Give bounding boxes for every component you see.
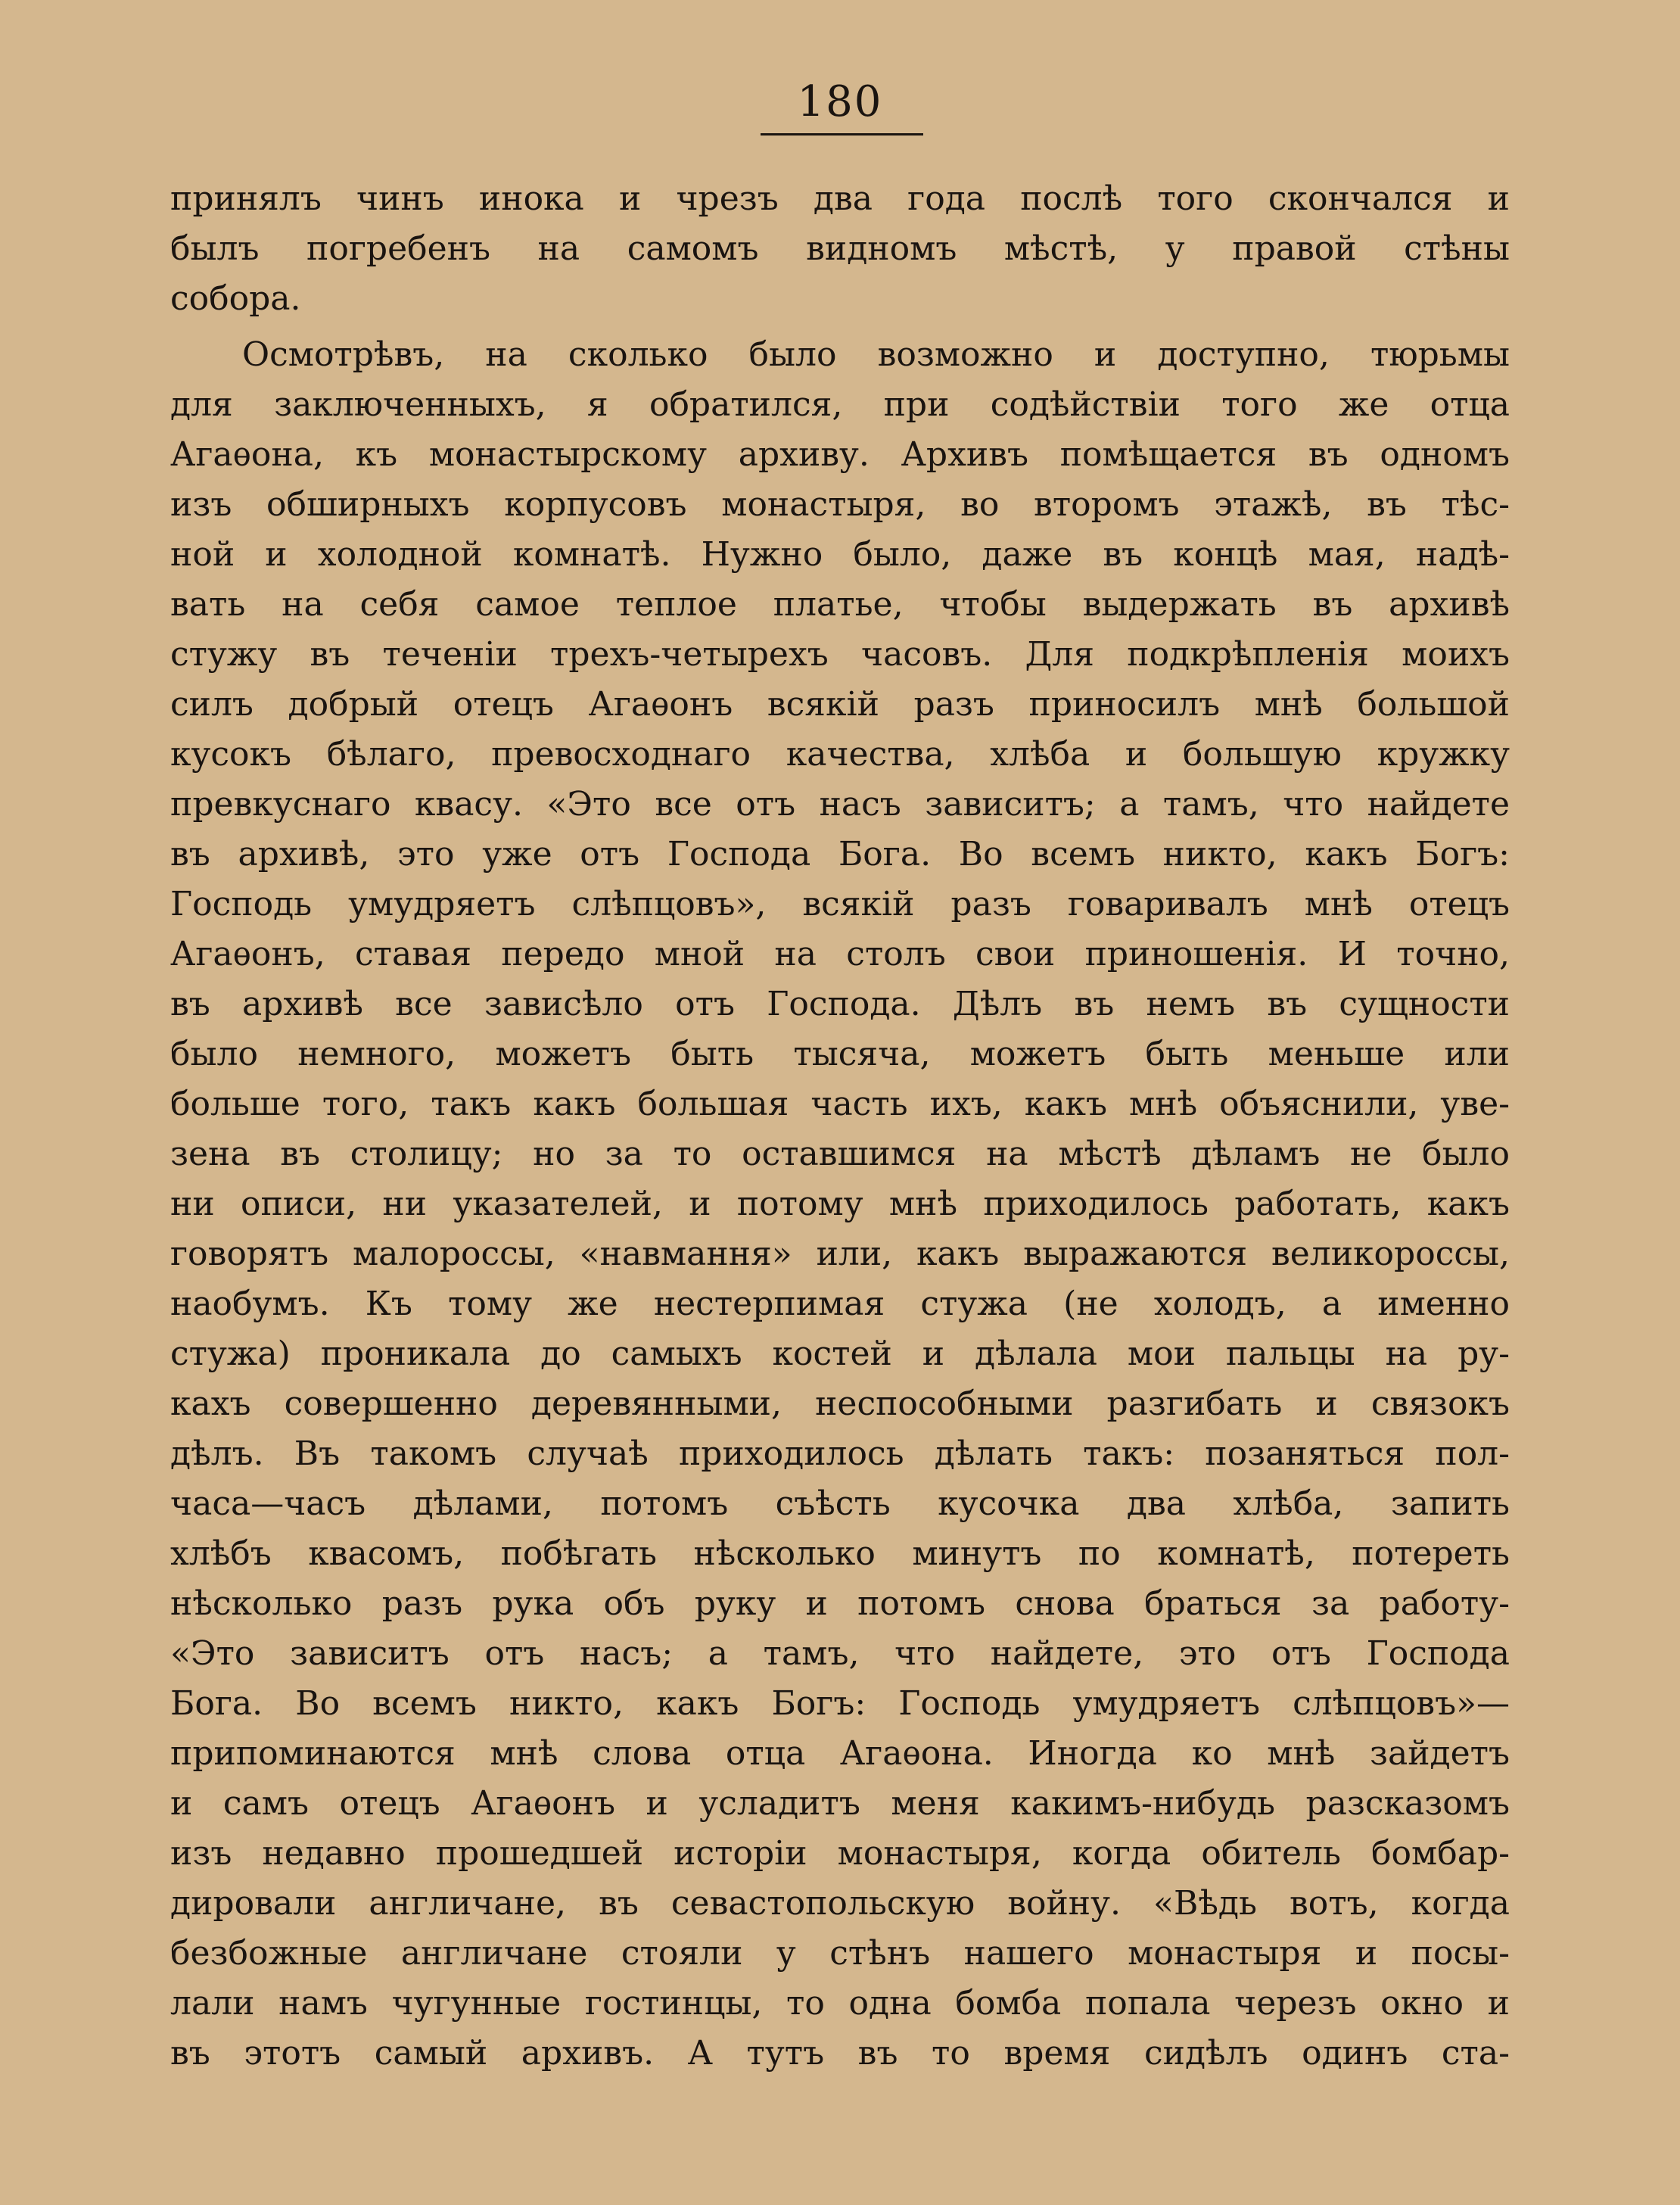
paragraph-1: [170, 174, 1510, 324]
page-number: 180: [797, 77, 883, 126]
text-line: собора.: [170, 279, 301, 318]
text-line: часа—часъ дѣлами, потомъ съѣсть кусочка два хлѣба, запить: [170, 1484, 1510, 1523]
text-line: въ архивѣ все зависѣло отъ Господа. Дѣлъ въ немъ въ сущности: [170, 985, 1510, 1023]
text-line: дировали англичане, въ севастопольскую войну. «Вѣдь вотъ, когда: [170, 1884, 1510, 1923]
text-line: безбожные англичане стояли у стѣнъ нашего монастыря и посы-: [170, 1934, 1510, 1973]
text-line: изъ недавно прошедшей исторіи монастыря, когда обитель бомбар-: [170, 1834, 1510, 1873]
text-line: говорятъ малороссы, «навмання» или, какъ выражаются великороссы,: [170, 1235, 1510, 1273]
text-line: ной и холодной комнатѣ. Нужно было, даже въ концѣ мая, надѣ-: [170, 535, 1510, 574]
paragraph-gap: [170, 324, 1510, 330]
text-line: лали намъ чугунные гостинцы, то одна бомба попала черезъ окно и: [170, 1984, 1510, 2023]
text-line: стужу въ теченіи трехъ-четырехъ часовъ. Для подкрѣпленія моихъ: [170, 635, 1510, 674]
text-line: для заключенныхъ, я обратился, при содѣйствіи того же отца: [170, 385, 1510, 424]
text-line: припоминаются мнѣ слова отца Агаѳона. Иногда ко мнѣ зайдетъ: [170, 1734, 1510, 1773]
text-line: хлѣбъ квасомъ, побѣгать нѣсколько минутъ по комнатѣ, потереть: [170, 1534, 1510, 1573]
paragraph-2: [170, 330, 1510, 2079]
text-line: Агаѳона, къ монастырскому архиву. Архивъ помѣщается въ одномъ: [170, 435, 1510, 474]
header-rule: [761, 133, 923, 135]
text-line: и самъ отецъ Агаѳонъ и усладитъ меня какимъ-нибудь разсказомъ: [170, 1784, 1510, 1823]
text-line: Бога. Во всемъ никто, какъ Богъ: Господь умудряетъ слѣпцовъ»—: [170, 1684, 1510, 1723]
text-line: кусокъ бѣлаго, превосходнаго качества, хлѣба и большую кружку: [170, 735, 1510, 774]
text-line: «Это зависитъ отъ насъ; а тамъ, что найдете, это отъ Господа: [170, 1634, 1510, 1673]
text-line: больше того, такъ какъ большая часть ихъ, какъ мнѣ объяснили, уве-: [170, 1085, 1510, 1123]
text-line: принялъ чинъ инока и чрезъ два года послѣ того скончался и: [170, 179, 1510, 218]
text-line: кахъ совершенно деревянными, неспособными разгибать и связокъ: [170, 1384, 1510, 1423]
text-line: вать на себя самое теплое платье, чтобы выдержать въ архивѣ: [170, 585, 1510, 624]
text-line: наобумъ. Къ тому же нестерпимая стужа (не холодъ, а именно: [170, 1285, 1510, 1323]
text-line: изъ обширныхъ корпусовъ монастыря, во второмъ этажѣ, въ тѣс-: [170, 485, 1510, 524]
text-line: Осмотрѣвъ, на сколько было возможно и доступно, тюрьмы: [242, 335, 1510, 374]
text-line: стужа) проникала до самыхъ костей и дѣлала мои пальцы на ру-: [170, 1335, 1510, 1373]
text-line: въ этотъ самый архивъ. А тутъ въ то время сидѣлъ одинъ ста-: [170, 2034, 1510, 2073]
text-line: превкуснаго квасу. «Это все отъ насъ зависитъ; а тамъ, что найдете: [170, 785, 1510, 824]
text-line: былъ погребенъ на самомъ видномъ мѣстѣ, у правой стѣны: [170, 229, 1510, 268]
text-line: ни описи, ни указателей, и потому мнѣ приходилось работать, какъ: [170, 1185, 1510, 1223]
text-line: силъ добрый отецъ Агаѳонъ всякій разъ приносилъ мнѣ большой: [170, 685, 1510, 724]
text-line: зена въ столицу; но за то оставшимся на мѣстѣ дѣламъ не было: [170, 1135, 1510, 1173]
text-line: нѣсколько разъ рука объ руку и потомъ снова браться за работу-: [170, 1584, 1510, 1623]
text-line: дѣлъ. Въ такомъ случаѣ приходилось дѣлать такъ: позаняться пол-: [170, 1434, 1510, 1473]
text-line: Агаѳонъ, ставая передо мной на столъ свои приношенія. И точно,: [170, 935, 1510, 973]
text-line: Господь умудряетъ слѣпцовъ», всякій разъ говаривалъ мнѣ отецъ: [170, 885, 1510, 923]
text-line: было немного, можетъ быть тысяча, можетъ быть меньше или: [170, 1035, 1510, 1073]
text-line: въ архивѣ, это уже отъ Господа Бога. Во всемъ никто, какъ Богъ:: [170, 835, 1510, 874]
body-text: [170, 174, 1510, 2079]
